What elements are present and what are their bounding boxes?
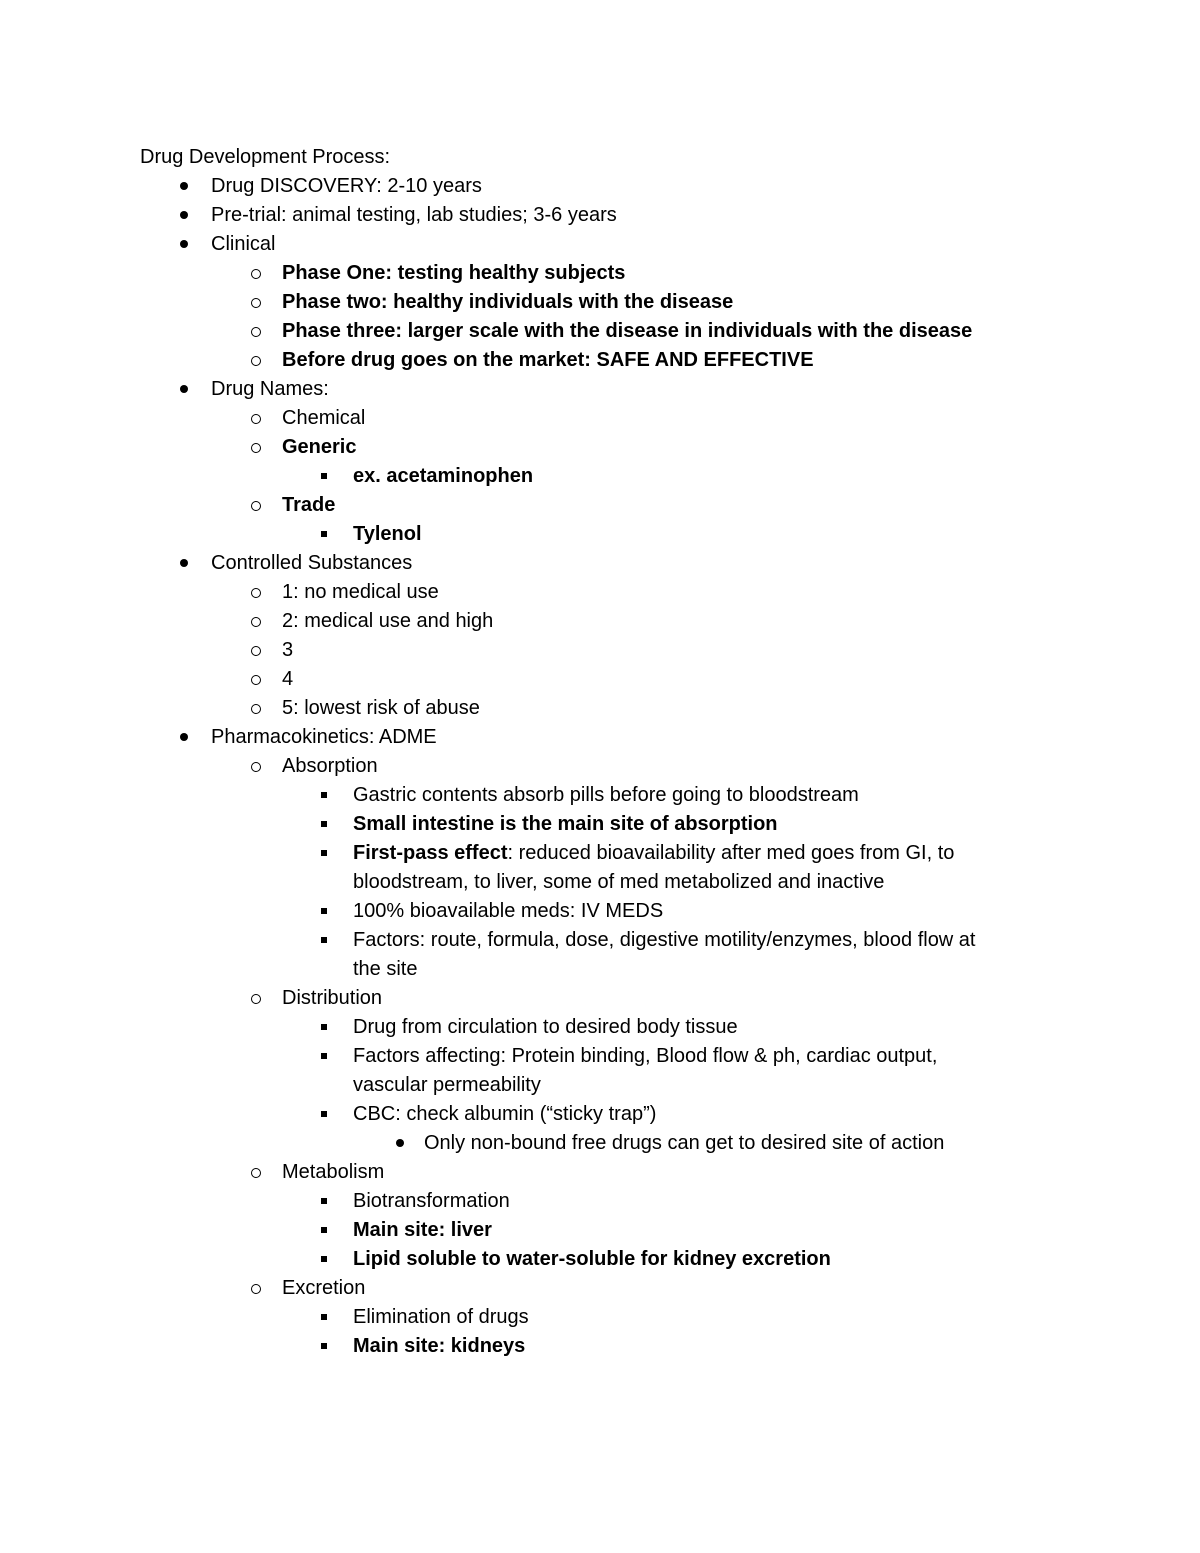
list-item-text: Gastric contents absorb pills before going to bloodstream — [353, 784, 859, 806]
list-item-continuation: the site — [353, 958, 418, 980]
bullet-circle-icon — [251, 588, 261, 598]
bullet-disc-icon — [180, 733, 188, 741]
list-item-text: Distribution — [282, 987, 383, 1009]
list-item-level-2 — [282, 491, 335, 519]
list-item-text: Main site: kidneys — [353, 1335, 526, 1357]
bullet-circle-icon — [251, 443, 261, 453]
bullet-square-icon — [321, 1111, 327, 1117]
bullet-square-icon — [321, 937, 327, 943]
bullet-circle-icon — [251, 704, 261, 714]
list-item-level-3 — [353, 1303, 529, 1331]
list-item-level-3 — [353, 1013, 738, 1041]
bullet-square-icon — [321, 1314, 327, 1320]
list-item-level-1 — [211, 172, 482, 200]
list-item-text: Pre-trial: animal testing, lab studies; 3-6 years — [211, 204, 617, 226]
bullet-square-icon — [321, 792, 327, 798]
list-item-level-2 — [282, 665, 293, 693]
list-item-continuation: vascular permeability — [353, 1074, 541, 1096]
list-item-text: Lipid soluble to water-soluble for kidney excretion — [353, 1248, 831, 1270]
list-item-text: Only non-bound free drugs can get to desired site of action — [424, 1132, 945, 1154]
list-item-text: Drug DISCOVERY: 2-10 years — [211, 175, 482, 197]
bullet-disc-icon — [180, 559, 188, 567]
list-item-text: Before drug goes on the market: SAFE AND EFFECTIVE — [282, 349, 814, 371]
list-item-level-2 — [282, 288, 733, 316]
list-item-text: Chemical — [282, 407, 366, 429]
bullet-disc-icon — [180, 385, 188, 393]
list-item-level-2 — [282, 1158, 384, 1186]
bullet-circle-icon — [251, 1168, 261, 1178]
bullet-circle-icon — [251, 356, 261, 366]
bullet-square-icon — [321, 1053, 327, 1059]
list-item-text: Drug from circulation to desired body tissue — [353, 1016, 738, 1038]
list-item-text: ex. acetaminophen — [353, 465, 534, 487]
list-item-level-4 — [424, 1129, 944, 1157]
list-item-text: 3 — [282, 639, 294, 661]
list-item-text: Elimination of drugs — [353, 1306, 529, 1328]
list-item-level-3 — [353, 1245, 831, 1273]
list-item-text: Small intestine is the main site of absorption — [353, 813, 778, 835]
list-item-text: Trade — [282, 494, 336, 516]
document-heading: Drug Development Process: — [140, 146, 391, 168]
list-item-text: Tylenol — [353, 523, 422, 545]
list-item-text: Drug Names: — [211, 378, 329, 400]
list-item-level-2 — [282, 752, 378, 780]
bullet-circle-icon — [251, 501, 261, 511]
bullet-square-icon — [321, 1198, 327, 1204]
list-item-level-3 — [353, 520, 422, 548]
list-item-level-2 — [282, 636, 293, 664]
list-item-level-2 — [282, 1274, 365, 1302]
list-item-level-2 — [282, 578, 439, 606]
list-item-text: Phase three: larger scale with the disease in individuals with the disease — [282, 320, 973, 342]
bullet-circle-icon — [251, 762, 261, 772]
list-item-continuation: bloodstream, to liver, some of med metabolized and inactive — [353, 871, 885, 893]
list-item-text: : reduced bioavailability after med goes from GI, to — [507, 842, 955, 864]
list-item-level-3 — [353, 1332, 525, 1360]
list-item-text: Factors: route, formula, dose, digestive motility/enzymes, blood flow at — [353, 929, 976, 951]
list-item-text: Excretion — [282, 1277, 366, 1299]
list-item-level-2 — [282, 317, 972, 345]
list-item-text: CBC: check albumin (“sticky trap”) — [353, 1103, 657, 1125]
list-item-text: Main site: liver — [353, 1219, 492, 1241]
list-item-text: Controlled Substances — [211, 552, 413, 574]
list-item-level-3 — [353, 897, 663, 925]
bullet-square-icon — [321, 1343, 327, 1349]
bullet-square-icon — [321, 821, 327, 827]
list-item-level-3 — [353, 810, 778, 838]
bullet-square-icon — [321, 473, 327, 479]
list-item-level-2 — [282, 984, 382, 1012]
list-item-text: 5: lowest risk of abuse — [282, 697, 480, 719]
bullet-disc-icon — [180, 211, 188, 219]
bullet-circle-icon — [251, 994, 261, 1004]
bullet-circle-icon — [251, 617, 261, 627]
list-item-level-3 — [353, 926, 976, 954]
list-item-level-2 — [282, 694, 480, 722]
list-item-text: Factors affecting: Protein binding, Blood flow & ph, cardiac output, — [353, 1045, 938, 1067]
list-item-text: Biotransformation — [353, 1190, 510, 1212]
list-item-text: Phase two: healthy individuals with the disease — [282, 291, 734, 313]
bullet-square-icon — [321, 1024, 327, 1030]
list-item-text: Pharmacokinetics: ADME — [211, 726, 437, 748]
bullet-circle-icon — [251, 269, 261, 279]
list-item-text: Clinical — [211, 233, 276, 255]
list-item-text: 2: medical use and high — [282, 610, 494, 632]
list-item-text: Phase One: testing healthy subjects — [282, 262, 626, 284]
list-item-level-2 — [282, 259, 625, 287]
bullet-circle-icon — [251, 327, 261, 337]
list-item-level-2 — [282, 346, 814, 374]
list-item-level-3 — [353, 1042, 937, 1070]
bullet-square-icon — [321, 1227, 327, 1233]
list-item-level-3 — [353, 1100, 656, 1128]
list-item-level-2 — [282, 433, 356, 461]
bullet-disc-icon — [180, 240, 188, 248]
list-item-text: 100% bioavailable meds: IV MEDS — [353, 900, 664, 922]
bullet-disc-icon — [180, 182, 188, 190]
list-item-level-3 — [353, 781, 859, 809]
bullet-circle-icon — [251, 298, 261, 308]
list-item-level-3 — [353, 462, 533, 490]
list-item-level-2 — [282, 607, 493, 635]
bullet-circle-icon — [251, 1284, 261, 1294]
list-item-level-1 — [211, 723, 437, 751]
list-item-text: 4 — [282, 668, 294, 690]
list-item-text: 1: no medical use — [282, 581, 439, 603]
list-item-level-3 — [353, 1216, 492, 1244]
bullet-circle-icon — [251, 646, 261, 656]
bullet-square-icon — [321, 908, 327, 914]
list-item-text: Metabolism — [282, 1161, 385, 1183]
list-item-level-1 — [211, 549, 412, 577]
bullet-square-icon — [321, 531, 327, 537]
list-item-bold-prefix: First-pass effect — [353, 842, 508, 864]
bullet-square-icon — [321, 850, 327, 856]
list-item-level-3 — [353, 839, 954, 867]
list-item-level-2 — [282, 404, 365, 432]
list-item-level-1 — [211, 201, 617, 229]
bullet-square-icon — [321, 1256, 327, 1262]
list-item-level-1 — [211, 375, 329, 403]
bullet-circle-icon — [251, 675, 261, 685]
list-item-level-3 — [353, 1187, 510, 1215]
bullet-disc-icon — [396, 1139, 404, 1147]
list-item-text: Absorption — [282, 755, 378, 777]
list-item-level-1 — [211, 230, 275, 258]
bullet-circle-icon — [251, 414, 261, 424]
list-item-text: Generic — [282, 436, 357, 458]
